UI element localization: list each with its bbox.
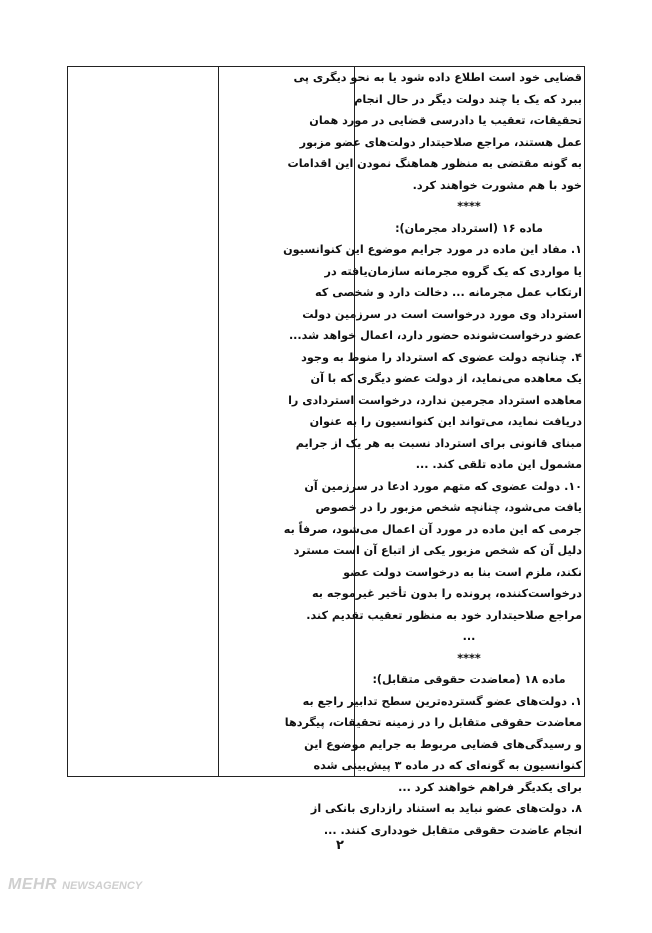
text-line: نکند، ملزم است بنا به درخواست دولت عضو xyxy=(343,565,582,579)
ellipsis-line: ... xyxy=(462,630,476,643)
text-line: یا مواردی که یک گروه مجرمانه سازمان‌یافته در xyxy=(324,264,582,278)
text-line: جرمی که این ماده در مورد آن اعمال می‌شود، صرفاً به xyxy=(283,522,582,536)
text-line: درخواست‌کننده، پرونده را بدون تأخیر غیرموجه به xyxy=(311,587,582,600)
text-line: خود با هم مشورت خواهند کرد. xyxy=(412,178,582,192)
text-line: به گونه مقتضی به منظور هماهنگ نمودن این اقدامات xyxy=(287,157,582,170)
text-column xyxy=(283,67,582,841)
section-separator: **** xyxy=(457,651,481,665)
text-line: یک معاهده می‌نماید، از دولت عضو دیگری که با آن xyxy=(310,372,582,385)
text-line: یافت می‌شود، چنانچه شخص مزبور را در خصوص xyxy=(315,501,582,514)
text-line: مبنای قانونی برای استرداد نسبت به هر یک از جرایم xyxy=(295,436,582,450)
watermark-sub: NEWSAGENCY xyxy=(62,880,143,892)
text-line: تحقیقات، تعقیب یا دادرسی قضایی در مورد همان xyxy=(309,114,582,127)
text-line: و رسیدگی‌های قضایی مربوط به جرایم موضوع این xyxy=(304,737,582,751)
text-line: ۱۰. دولت عضوی که متهم مورد ادعا در سرزمین آن xyxy=(304,479,582,493)
text-line: معاهده استرداد مجرمین ندارد، درخواست استردادی را xyxy=(288,393,582,407)
text-line: ۱. دولت‌های عضو گسترده‌ترین سطح تدابیر راجع به xyxy=(302,694,582,708)
section-separator: **** xyxy=(457,200,481,213)
text-line: مشمول این ماده تلقی کند. ... xyxy=(415,458,582,471)
page-number: ۲ xyxy=(336,838,344,853)
watermark-logo xyxy=(8,876,142,894)
text-line: عمل هستند، مراجع صلاحیتدار دولت‌های عضو مزبور xyxy=(299,135,582,149)
text-line: ببرد که یک یا چند دولت دیگر در حال انجام xyxy=(354,92,582,106)
text-line: قضایی خود است اطلاع داده شود یا به نحو دیگری پی xyxy=(293,71,582,84)
column-divider-1 xyxy=(218,67,219,776)
watermark-brand: MEHR xyxy=(8,876,58,893)
text-line: دلیل آن که شخص مزبور یکی از اتباع آن است مسترد xyxy=(293,544,582,557)
text-line: ارتکاب عمل مجرمانه ... دخالت دارد و شخصی که xyxy=(315,286,582,299)
article-18-heading: ماده ۱۸ (معاضدت حقوقی متقابل): xyxy=(372,673,566,686)
text-line: انجام عاضدت حقوقی متقابل خودداری کنند. ... xyxy=(323,823,582,837)
text-line: ۸. دولت‌های عضو نباید به استناد رازداری بانکی از xyxy=(310,802,582,815)
article-16-heading: ماده ۱۶ (استرداد مجرمان): xyxy=(395,221,543,235)
text-line: عضو درخواست‌شونده حضور دارد، اعمال خواهد شد... xyxy=(288,329,582,342)
text-line: معاضدت حقوقی متقابل را در زمینه تحقیقات، پیگردها xyxy=(284,716,582,729)
text-line: ۴. چنانچه دولت عضوی که استرداد را منوط به وجود xyxy=(301,350,582,364)
text-line: برای یکدیگر فراهم خواهند کرد ... xyxy=(398,780,582,794)
text-line: مراجع صلاحیتدارد خود به منظور تعقیب تقدیم کند. xyxy=(306,608,582,622)
text-line: دریافت نماید، می‌تواند این کنوانسیون را به عنوان xyxy=(309,415,582,428)
text-line: ۱. مفاد این ماده در مورد جرایم موضوع این کنوانسیون xyxy=(283,243,582,256)
text-line: استرداد وی مورد درخواست است در سرزمین دولت xyxy=(302,307,582,321)
text-line: کنوانسیون به گونه‌ای که در ماده ۳ پیش‌بینی شده xyxy=(313,759,582,772)
